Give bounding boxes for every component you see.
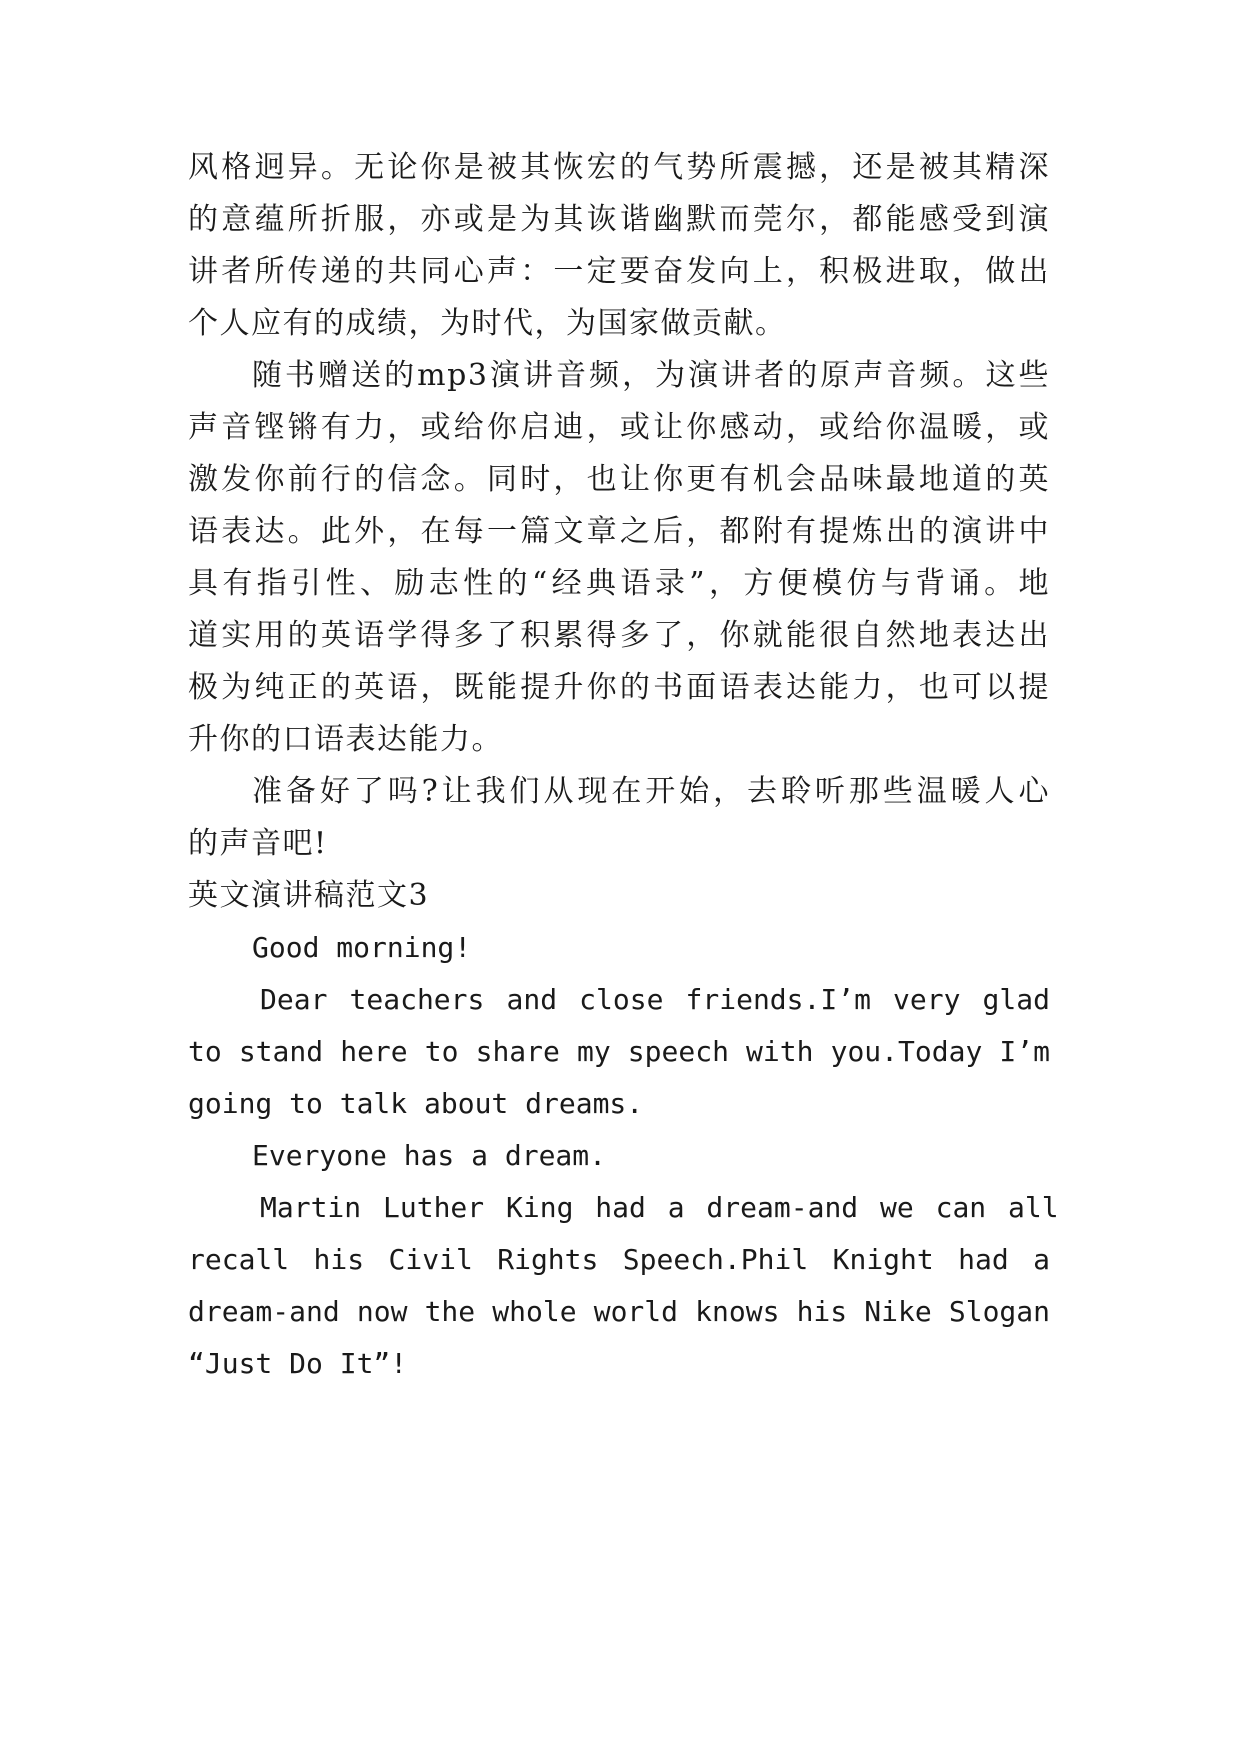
paragraph-line: 声音铿锵有力，或给你启迪，或让你感动，或给你温暖，或 (188, 410, 1050, 445)
paragraph-line: Martin Luther King had a dream-and we can all (260, 1191, 1059, 1224)
paragraph-line: 风格迥异。无论你是被其恢宏的气势所震撼，还是被其精深 (188, 150, 1050, 185)
paragraph-line: 语表达。此外，在每一篇文章之后，都附有提炼出的演讲中 (188, 514, 1050, 549)
paragraph-line: to stand here to share my speech with you.Today I’m (188, 1035, 1050, 1068)
paragraph-line: 的意蕴所折服，亦或是为其诙谐幽默而莞尔，都能感受到演 (188, 202, 1050, 237)
paragraph-line: dream-and now the whole world knows his Nike Slogan (188, 1295, 1050, 1328)
paragraph-line: 准备好了吗?让我们从现在开始，去聆听那些温暖人心 (252, 774, 1050, 809)
paragraph-line: recall his Civil Rights Speech.Phil Knight had a (188, 1243, 1050, 1276)
paragraph-line: 个人应有的成绩，为时代，为国家做贡献。 (188, 306, 787, 341)
paragraph-line: “Just Do It”! (188, 1347, 408, 1380)
paragraph-line: 激发你前行的信念。同时，也让你更有机会品味最地道的英 (188, 462, 1050, 497)
section-heading: 英文演讲稿范文3 (188, 878, 430, 913)
paragraph-line: 极为纯正的英语，既能提升你的书面语表达能力，也可以提 (188, 670, 1050, 705)
paragraph-line: Dear teachers and close friends.I’m very glad (260, 983, 1050, 1016)
paragraph-line: Everyone has a dream. (252, 1139, 607, 1172)
paragraph-line: 的声音吧! (188, 826, 328, 861)
paragraph-line: Good morning! (252, 931, 472, 964)
paragraph-line: 随书赠送的mp3演讲音频，为演讲者的原声音频。这些 (252, 358, 1050, 393)
paragraph-line: 道实用的英语学得多了积累得多了，你就能很自然地表达出 (188, 618, 1050, 653)
paragraph-line: going to talk about dreams. (188, 1087, 644, 1120)
paragraph-line: 讲者所传递的共同心声：一定要奋发向上，积极进取，做出 (188, 254, 1050, 289)
paragraph-line: 升你的口语表达能力。 (188, 722, 503, 757)
paragraph-line: 具有指引性、励志性的“经典语录”，方便模仿与背诵。地 (188, 566, 1050, 601)
